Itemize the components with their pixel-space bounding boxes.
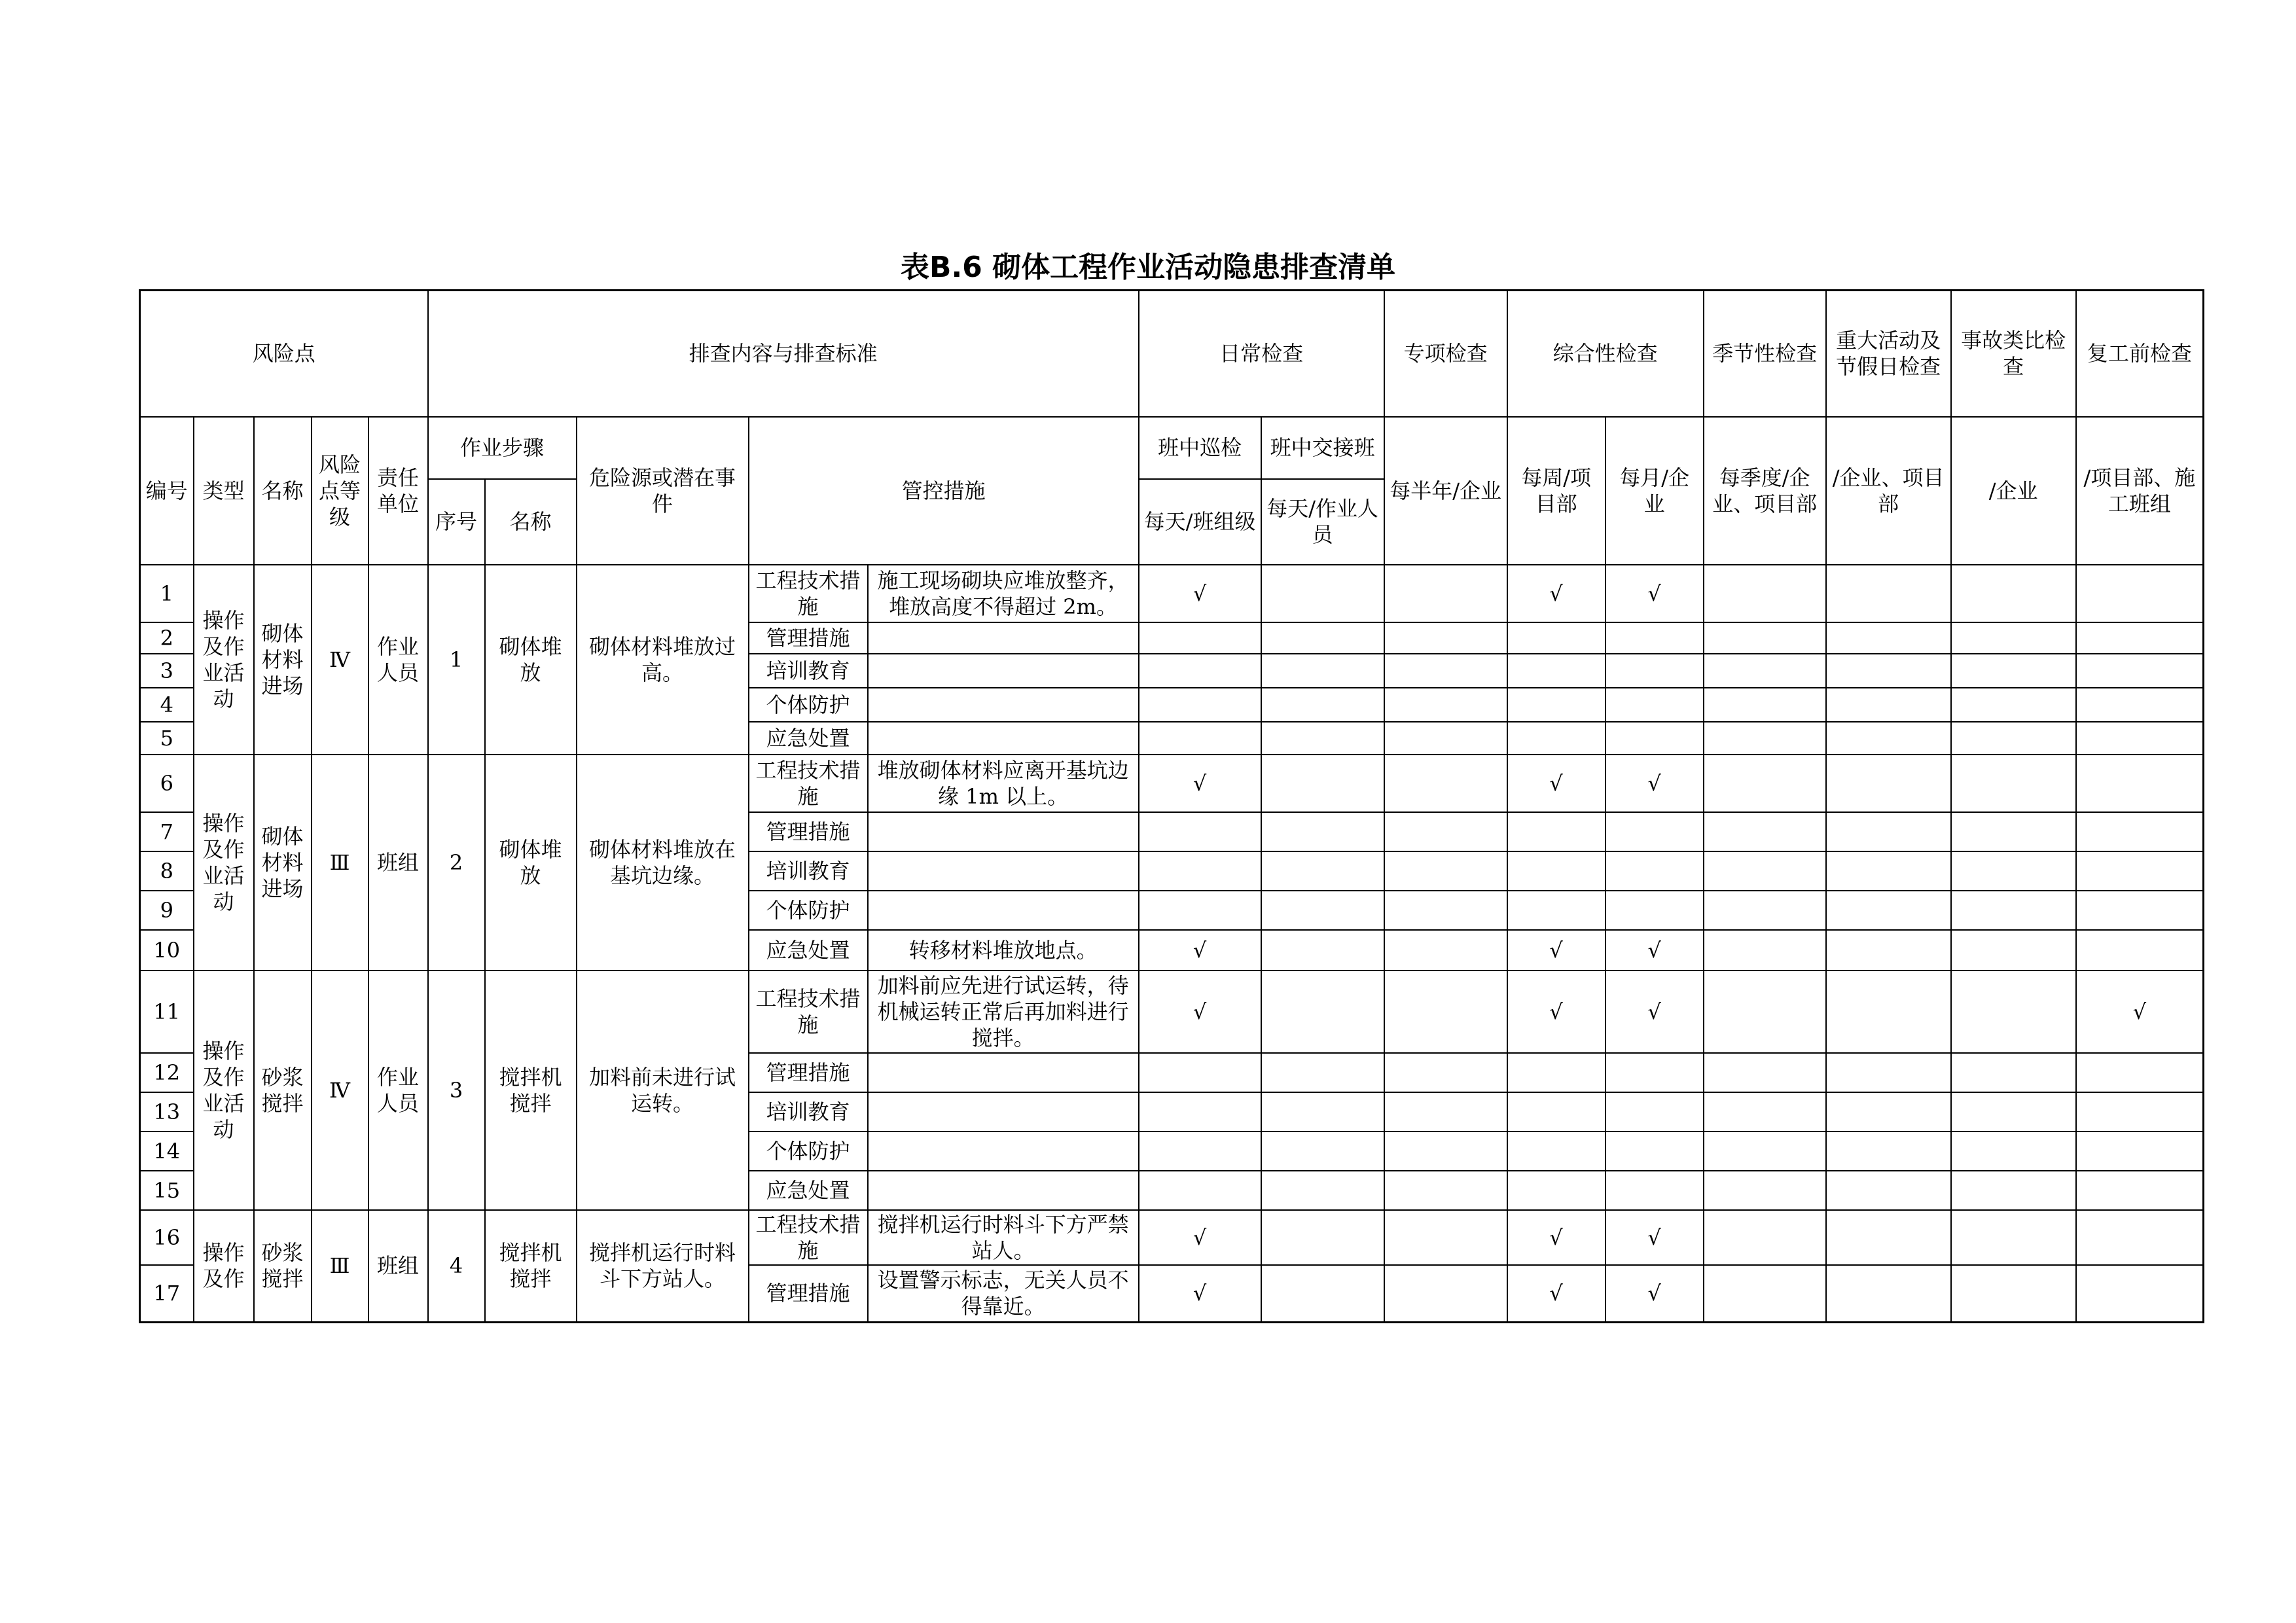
step-no-header: 序号: [428, 479, 485, 565]
risk-point-name: 砌体材料进场: [254, 755, 312, 971]
check-mark-holiday: [1826, 1092, 1951, 1132]
row-number: 8: [140, 851, 194, 891]
step-name-header: 名称: [485, 479, 577, 565]
row-number: 2: [140, 622, 194, 654]
check-mark-monthly: [1605, 812, 1704, 851]
check-mark-monthly: [1605, 1171, 1704, 1210]
check-mark-accident: [1951, 654, 2076, 688]
row-number: 14: [140, 1132, 194, 1171]
control-measure: 设置警示标志，无关人员不得靠近。: [868, 1265, 1139, 1323]
check-mark-seasonal: [1704, 812, 1826, 851]
check-mark-monthly: [1605, 851, 1704, 891]
control-measure: 堆放砌体材料应离开基坑边缘 1m 以上。: [868, 755, 1139, 812]
check-mark-monthly: √: [1605, 755, 1704, 812]
check-mark-resume: [2076, 1053, 2204, 1092]
check-mark-handover: [1261, 1265, 1384, 1323]
handover-freq: 每天/作业人员: [1261, 479, 1384, 565]
check-mark-monthly: [1605, 622, 1704, 654]
activity-type: 操作及作业活动: [194, 565, 254, 755]
check-mark-holiday: [1826, 891, 1951, 930]
check-mark-monthly: √: [1605, 565, 1704, 622]
check-mark-monthly: [1605, 688, 1704, 722]
check-mark-patrol: [1139, 622, 1261, 654]
row-number: 11: [140, 971, 194, 1053]
patrol-freq: 每天/班组级: [1139, 479, 1261, 565]
check-mark-handover: [1261, 1132, 1384, 1171]
control-measure: [868, 622, 1139, 654]
check-mark-monthly: √: [1605, 971, 1704, 1053]
step-number: 3: [428, 971, 485, 1210]
responsible-unit: 班组: [368, 1210, 428, 1323]
check-mark-handover: [1261, 1092, 1384, 1132]
check-mark-patrol: √: [1139, 1210, 1261, 1265]
activity-type: 操作及作: [194, 1210, 254, 1323]
risk-level: Ⅲ: [312, 755, 368, 971]
check-mark-handover: [1261, 930, 1384, 971]
control-category: 管理措施: [749, 622, 868, 654]
check-mark-seasonal: [1704, 1132, 1826, 1171]
check-mark-accident: [1951, 1132, 2076, 1171]
risk-point-name: 砌体材料进场: [254, 565, 312, 755]
check-mark-special: [1384, 812, 1507, 851]
row-number: 12: [140, 1053, 194, 1092]
seasonal-check-header: 季节性检查: [1704, 291, 1826, 417]
control-category: 应急处置: [749, 930, 868, 971]
control-measure: [868, 891, 1139, 930]
check-mark-special: [1384, 565, 1507, 622]
row-number: 6: [140, 755, 194, 812]
hazard-description: 砌体材料堆放过高。: [577, 565, 749, 755]
check-mark-patrol: [1139, 722, 1261, 755]
check-mark-resume: [2076, 812, 2204, 851]
check-mark-holiday: [1826, 930, 1951, 971]
check-mark-special: [1384, 1092, 1507, 1132]
name-header: 名称: [254, 417, 312, 565]
check-mark-patrol: [1139, 851, 1261, 891]
check-mark-seasonal: [1704, 688, 1826, 722]
resume-freq: /项目部、施工班组: [2076, 417, 2204, 565]
check-mark-holiday: [1826, 565, 1951, 622]
check-mark-seasonal: [1704, 1210, 1826, 1265]
control-measure: [868, 1092, 1139, 1132]
control-category: 培训教育: [749, 1092, 868, 1132]
special-check-header: 专项检查: [1384, 291, 1507, 417]
check-mark-resume: [2076, 930, 2204, 971]
resume-check-header: 复工前检查: [2076, 291, 2204, 417]
control-measure: [868, 1053, 1139, 1092]
check-mark-special: [1384, 1210, 1507, 1265]
check-mark-special: [1384, 722, 1507, 755]
check-mark-monthly: [1605, 722, 1704, 755]
check-mark-handover: [1261, 971, 1384, 1053]
control-measure: [868, 851, 1139, 891]
risk-level: Ⅳ: [312, 565, 368, 755]
hazard-header: 危险源或潜在事件: [577, 417, 749, 565]
row-number: 9: [140, 891, 194, 930]
row-number: 13: [140, 1092, 194, 1132]
check-mark-weekly: [1507, 1171, 1605, 1210]
hazard-checklist-table: [139, 289, 2204, 1323]
control-category: 个体防护: [749, 1132, 868, 1171]
table-row: [140, 755, 2204, 812]
check-mark-monthly: [1605, 1053, 1704, 1092]
check-mark-patrol: √: [1139, 971, 1261, 1053]
check-mark-monthly: [1605, 1132, 1704, 1171]
check-mark-resume: [2076, 1210, 2204, 1265]
check-mark-accident: [1951, 722, 2076, 755]
hazard-description: 砌体材料堆放在基坑边缘。: [577, 755, 749, 971]
patrol-header: 班中巡检: [1139, 417, 1261, 479]
special-freq: 每半年/企业: [1384, 417, 1507, 565]
check-mark-patrol: [1139, 1171, 1261, 1210]
check-mark-handover: [1261, 812, 1384, 851]
check-mark-patrol: √: [1139, 1265, 1261, 1323]
risk-level: Ⅲ: [312, 1210, 368, 1323]
handover-header: 班中交接班: [1261, 417, 1384, 479]
check-mark-handover: [1261, 565, 1384, 622]
risk-point-header: 风险点: [140, 291, 428, 417]
check-mark-weekly: [1507, 1132, 1605, 1171]
risk-level: Ⅳ: [312, 971, 368, 1210]
check-mark-weekly: [1507, 622, 1605, 654]
row-number: 3: [140, 654, 194, 688]
control-category: 管理措施: [749, 1265, 868, 1323]
check-mark-weekly: [1507, 1092, 1605, 1132]
check-mark-weekly: √: [1507, 755, 1605, 812]
check-mark-accident: [1951, 1171, 2076, 1210]
comp-monthly-freq: 每月/企业: [1605, 417, 1704, 565]
no-header: 编号: [140, 417, 194, 565]
check-mark-resume: [2076, 688, 2204, 722]
seasonal-freq: 每季度/企业、项目部: [1704, 417, 1826, 565]
check-mark-resume: [2076, 722, 2204, 755]
check-mark-accident: [1951, 622, 2076, 654]
control-measure: [868, 812, 1139, 851]
check-mark-accident: [1951, 971, 2076, 1053]
control-category: 工程技术措施: [749, 1210, 868, 1265]
accident-freq: /企业: [1951, 417, 2076, 565]
check-mark-handover: [1261, 622, 1384, 654]
check-mark-handover: [1261, 654, 1384, 688]
hazard-description: 搅拌机运行时料斗下方站人。: [577, 1210, 749, 1323]
comp-weekly-freq: 每周/项目部: [1507, 417, 1605, 565]
responsible-unit: 作业人员: [368, 971, 428, 1210]
check-mark-resume: [2076, 654, 2204, 688]
check-mark-holiday: [1826, 622, 1951, 654]
control-category: 个体防护: [749, 688, 868, 722]
check-mark-seasonal: [1704, 565, 1826, 622]
check-mark-seasonal: [1704, 971, 1826, 1053]
check-mark-resume: [2076, 1092, 2204, 1132]
control-measure: 加料前应先进行试运转，待机械运转正常后再加料进行搅拌。: [868, 971, 1139, 1053]
table-row: [140, 565, 2204, 622]
check-mark-holiday: [1826, 1171, 1951, 1210]
check-mark-special: [1384, 755, 1507, 812]
check-mark-holiday: [1826, 1132, 1951, 1171]
check-mark-resume: [2076, 1265, 2204, 1323]
control-measure: 搅拌机运行时料斗下方严禁站人。: [868, 1210, 1139, 1265]
step-number: 4: [428, 1210, 485, 1323]
check-mark-holiday: [1826, 688, 1951, 722]
control-category: 个体防护: [749, 891, 868, 930]
step-number: 1: [428, 565, 485, 755]
check-mark-holiday: [1826, 755, 1951, 812]
check-mark-handover: [1261, 1210, 1384, 1265]
check-mark-handover: [1261, 722, 1384, 755]
check-mark-handover: [1261, 1171, 1384, 1210]
check-mark-resume: [2076, 565, 2204, 622]
type-header: 类型: [194, 417, 254, 565]
check-mark-holiday: [1826, 812, 1951, 851]
check-mark-holiday: [1826, 654, 1951, 688]
check-mark-resume: √: [2076, 971, 2204, 1053]
check-mark-resume: [2076, 851, 2204, 891]
row-number: 4: [140, 688, 194, 722]
check-mark-weekly: √: [1507, 1265, 1605, 1323]
check-mark-seasonal: [1704, 1265, 1826, 1323]
check-mark-handover: [1261, 755, 1384, 812]
control-category: 工程技术措施: [749, 565, 868, 622]
table-row: [140, 1210, 2204, 1265]
risk-level-header: 风险点等级: [312, 417, 368, 565]
check-mark-monthly: √: [1605, 1265, 1704, 1323]
activity-type: 操作及作业活动: [194, 971, 254, 1210]
check-mark-patrol: [1139, 654, 1261, 688]
control-measure: [868, 688, 1139, 722]
check-mark-accident: [1951, 1053, 2076, 1092]
check-mark-patrol: [1139, 1092, 1261, 1132]
daily-check-header: 日常检查: [1139, 291, 1384, 417]
check-mark-handover: [1261, 688, 1384, 722]
check-mark-monthly: √: [1605, 930, 1704, 971]
check-mark-accident: [1951, 930, 2076, 971]
check-mark-seasonal: [1704, 930, 1826, 971]
check-mark-special: [1384, 1265, 1507, 1323]
check-mark-special: [1384, 1132, 1507, 1171]
row-number: 7: [140, 812, 194, 851]
check-mark-special: [1384, 930, 1507, 971]
work-steps-header: 作业步骤: [428, 417, 577, 479]
row-number: 16: [140, 1210, 194, 1265]
check-mark-seasonal: [1704, 1053, 1826, 1092]
check-mark-weekly: [1507, 891, 1605, 930]
check-mark-accident: [1951, 688, 2076, 722]
step-number: 2: [428, 755, 485, 971]
check-mark-seasonal: [1704, 1092, 1826, 1132]
check-mark-accident: [1951, 565, 2076, 622]
check-mark-accident: [1951, 755, 2076, 812]
check-mark-accident: [1951, 1092, 2076, 1132]
check-mark-patrol: [1139, 1132, 1261, 1171]
holiday-freq: /企业、项目部: [1826, 417, 1951, 565]
check-mark-seasonal: [1704, 891, 1826, 930]
check-mark-monthly: √: [1605, 1210, 1704, 1265]
check-mark-weekly: √: [1507, 971, 1605, 1053]
control-measure: [868, 654, 1139, 688]
check-mark-patrol: [1139, 891, 1261, 930]
check-mark-weekly: [1507, 688, 1605, 722]
check-mark-weekly: [1507, 722, 1605, 755]
check-mark-holiday: [1826, 1265, 1951, 1323]
check-mark-special: [1384, 654, 1507, 688]
page-title: 表B.6 砌体工程作业活动隐患排查清单: [900, 251, 1396, 284]
check-mark-weekly: √: [1507, 565, 1605, 622]
control-category: 培训教育: [749, 654, 868, 688]
check-mark-seasonal: [1704, 654, 1826, 688]
check-mark-special: [1384, 1171, 1507, 1210]
check-mark-special: [1384, 971, 1507, 1053]
check-mark-resume: [2076, 1171, 2204, 1210]
check-mark-holiday: [1826, 851, 1951, 891]
step-name: 搅拌机搅拌: [485, 971, 577, 1210]
accident-check-header: 事故类比检查: [1951, 291, 2076, 417]
control-measure: 转移材料堆放地点。: [868, 930, 1139, 971]
risk-point-name: 砂浆搅拌: [254, 1210, 312, 1323]
content-standard-header: 排查内容与排查标准: [428, 291, 1139, 417]
step-name: 搅拌机搅拌: [485, 1210, 577, 1323]
step-name: 砌体堆放: [485, 565, 577, 755]
control-header: 管控措施: [749, 417, 1139, 565]
check-mark-seasonal: [1704, 851, 1826, 891]
check-mark-weekly: √: [1507, 1210, 1605, 1265]
check-mark-monthly: [1605, 654, 1704, 688]
responsible-unit: 班组: [368, 755, 428, 971]
check-mark-handover: [1261, 851, 1384, 891]
check-mark-resume: [2076, 1132, 2204, 1171]
control-category: 管理措施: [749, 812, 868, 851]
check-mark-holiday: [1826, 1053, 1951, 1092]
risk-point-name: 砂浆搅拌: [254, 971, 312, 1210]
holiday-check-header: 重大活动及节假日检查: [1826, 291, 1951, 417]
check-mark-patrol: √: [1139, 930, 1261, 971]
check-mark-special: [1384, 851, 1507, 891]
responsible-unit: 作业人员: [368, 565, 428, 755]
check-mark-handover: [1261, 891, 1384, 930]
check-mark-patrol: √: [1139, 565, 1261, 622]
control-category: 应急处置: [749, 1171, 868, 1210]
control-measure: [868, 722, 1139, 755]
check-mark-resume: [2076, 622, 2204, 654]
control-category: 工程技术措施: [749, 971, 868, 1053]
check-mark-holiday: [1826, 971, 1951, 1053]
check-mark-accident: [1951, 1210, 2076, 1265]
control-measure: [868, 1132, 1139, 1171]
check-mark-weekly: [1507, 812, 1605, 851]
check-mark-accident: [1951, 1265, 2076, 1323]
check-mark-weekly: [1507, 1053, 1605, 1092]
check-mark-special: [1384, 891, 1507, 930]
table-row: [140, 971, 2204, 1053]
check-mark-patrol: √: [1139, 755, 1261, 812]
check-mark-resume: [2076, 755, 2204, 812]
step-name: 砌体堆放: [485, 755, 577, 971]
check-mark-weekly: [1507, 851, 1605, 891]
check-mark-seasonal: [1704, 722, 1826, 755]
check-mark-patrol: [1139, 1053, 1261, 1092]
control-measure: [868, 1171, 1139, 1210]
control-measure: 施工现场砌块应堆放整齐，堆放高度不得超过 2m。: [868, 565, 1139, 622]
check-mark-special: [1384, 688, 1507, 722]
check-mark-accident: [1951, 851, 2076, 891]
check-mark-patrol: [1139, 688, 1261, 722]
check-mark-accident: [1951, 891, 2076, 930]
control-category: 培训教育: [749, 851, 868, 891]
comprehensive-check-header: 综合性检查: [1507, 291, 1704, 417]
check-mark-resume: [2076, 891, 2204, 930]
row-number: 5: [140, 722, 194, 755]
check-mark-handover: [1261, 1053, 1384, 1092]
check-mark-accident: [1951, 812, 2076, 851]
check-mark-special: [1384, 622, 1507, 654]
control-category: 应急处置: [749, 722, 868, 755]
check-mark-weekly: √: [1507, 930, 1605, 971]
resp-unit-header: 责任单位: [368, 417, 428, 565]
row-number: 1: [140, 565, 194, 622]
control-category: 工程技术措施: [749, 755, 868, 812]
check-mark-special: [1384, 1053, 1507, 1092]
check-mark-holiday: [1826, 722, 1951, 755]
check-mark-seasonal: [1704, 755, 1826, 812]
row-number: 15: [140, 1171, 194, 1210]
check-mark-holiday: [1826, 1210, 1951, 1265]
check-mark-monthly: [1605, 1092, 1704, 1132]
check-mark-patrol: [1139, 812, 1261, 851]
check-mark-seasonal: [1704, 622, 1826, 654]
hazard-description: 加料前未进行试运转。: [577, 971, 749, 1210]
checklist-body: [140, 565, 2204, 1323]
row-number: 17: [140, 1265, 194, 1323]
row-number: 10: [140, 930, 194, 971]
activity-type: 操作及作业活动: [194, 755, 254, 971]
check-mark-seasonal: [1704, 1171, 1826, 1210]
control-category: 管理措施: [749, 1053, 868, 1092]
check-mark-monthly: [1605, 891, 1704, 930]
check-mark-weekly: [1507, 654, 1605, 688]
